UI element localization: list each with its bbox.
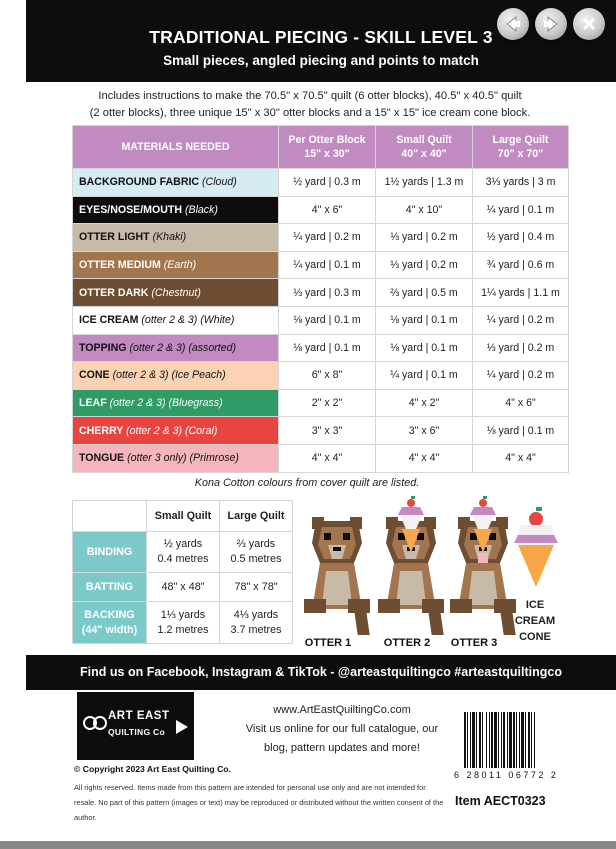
per-block-header <box>279 126 376 169</box>
website-link[interactable]: www.ArtEastQuiltingCo.com <box>273 704 411 716</box>
material-label <box>73 196 279 224</box>
material-per-block-cell: ⅛ yard | 0.1 m <box>279 306 376 334</box>
finishing-large-cell <box>220 532 293 573</box>
large-quilt-header <box>473 126 569 169</box>
otter-1-label: OTTER 1 <box>304 637 352 649</box>
kona-note: Kona Cotton colours from cover quilt are listed. <box>194 477 420 489</box>
finishing-label <box>73 602 147 644</box>
ice-cream-cone-label <box>507 597 563 645</box>
materials-row <box>73 169 569 197</box>
finishing-label <box>73 532 147 573</box>
page-title: TRADITIONAL PIECING - SKILL LEVEL 3 <box>149 27 493 47</box>
material-small-cell: 4" x 4" <box>376 444 473 472</box>
otter-2-image <box>378 496 444 635</box>
finishing-label-text: BACKING <box>84 608 135 621</box>
website-block <box>222 701 462 758</box>
intro-line-2: (2 otter blocks), three unique 15" x 30" otter blocks and a 15" x 15" ice cream cone block. <box>89 107 531 119</box>
materials-row <box>73 196 569 224</box>
material-per-block-cell: 4" x 6" <box>279 196 376 224</box>
material-small-cell: 1½ yards | 1.3 m <box>376 169 473 197</box>
item-code: Item AECT0323 <box>455 794 546 808</box>
large-quilt-size: 70" x 70" <box>497 148 544 160</box>
small-quilt-title: Small Quilt <box>396 134 452 146</box>
finishing-small-header: Small Quilt <box>147 501 220 532</box>
finishing-large-cell <box>220 573 293 602</box>
material-name: OTTER DARK <box>79 286 149 299</box>
ice-cream-label-line-3: CONE <box>519 631 551 643</box>
materials-row <box>73 279 569 307</box>
material-large-cell: ½ yard | 0.4 m <box>473 224 569 252</box>
website-line-2: Visit us online for our full catalogue, our <box>245 723 439 735</box>
website-line-3: blog, pattern updates and more! <box>264 742 420 754</box>
materials-row <box>73 444 569 472</box>
bottom-bar <box>0 841 616 849</box>
logo-line-1: ART EAST <box>108 710 170 722</box>
material-per-block-cell: 6" x 8" <box>279 362 376 390</box>
finishing-small-metric: 0.4 metres <box>157 553 209 565</box>
material-colour: (otter 3 only) (Primrose) <box>127 452 239 465</box>
previous-page-button[interactable] <box>497 8 529 40</box>
per-block-size: 15" x 30" <box>304 148 350 160</box>
material-large-cell: ⅓ yard | 0.2 m <box>473 334 569 362</box>
material-colour: (Black) <box>184 203 218 216</box>
finishing-large-metric: 0.5 metres <box>230 553 282 565</box>
material-colour: (Khaki) <box>152 231 187 244</box>
material-colour: (Cloud) <box>202 176 237 189</box>
materials-row <box>73 362 569 390</box>
material-per-block-cell: ½ yard | 0.3 m <box>279 169 376 197</box>
materials-row <box>73 251 569 279</box>
material-per-block-cell: 4" x 4" <box>279 444 376 472</box>
right-arrow-icon <box>535 8 567 40</box>
close-icon <box>573 8 605 40</box>
copyright-icon: © <box>74 764 81 774</box>
barcode-number: 6 28011 06772 2 <box>454 770 559 780</box>
logo-line-2: QUILTING Co <box>108 727 165 737</box>
material-name: CONE <box>79 369 110 382</box>
finishing-large-value: 4⅓ yards <box>233 608 279 621</box>
logo <box>77 692 194 760</box>
material-large-cell: ¾ yard | 0.6 m <box>473 251 569 279</box>
material-name: OTTER LIGHT <box>79 231 150 244</box>
close-button[interactable] <box>573 8 605 40</box>
finishing-small-metric: 1.2 metres <box>157 623 209 636</box>
copyright-text: Copyright 2023 Art East Quilting Co. <box>82 764 231 774</box>
left-arrow-icon <box>497 8 529 40</box>
otter-3-label: OTTER 3 <box>450 637 498 649</box>
material-name: EYES/NOSE/MOUTH <box>79 203 183 216</box>
otter-1-image <box>304 517 370 635</box>
material-colour: (Earth) <box>163 259 197 272</box>
finishing-label-text: BINDING <box>86 545 133 558</box>
material-name: ICE CREAM <box>79 314 139 327</box>
material-colour: (Chestnut) <box>151 286 201 299</box>
material-colour: (otter 2 & 3) (Coral) <box>126 424 218 437</box>
material-name: BACKGROUND FABRIC <box>79 176 200 189</box>
material-large-cell: ¼ yard | 0.2 m <box>473 306 569 334</box>
finishing-small-value: 48" x 48" <box>161 580 205 593</box>
large-quilt-title: Large Quilt <box>492 134 549 146</box>
material-label <box>73 251 279 279</box>
next-page-button[interactable] <box>535 8 567 40</box>
material-per-block-cell: 2" x 2" <box>279 389 376 417</box>
material-per-block-cell: ⅛ yard | 0.1 m <box>279 334 376 362</box>
material-colour: (otter 2 & 3) (Ice Peach) <box>112 369 226 382</box>
materials-row <box>73 334 569 362</box>
material-label <box>73 362 279 390</box>
finishing-header-row <box>73 501 293 532</box>
ice-cream-label-line-1: ICE <box>525 599 545 611</box>
material-small-cell: 3" x 6" <box>376 417 473 445</box>
copyright <box>74 764 231 774</box>
finishing-row <box>73 573 293 602</box>
material-per-block-cell: 3" x 3" <box>279 417 376 445</box>
material-small-cell: 4" x 10" <box>376 196 473 224</box>
material-name: OTTER MEDIUM <box>79 259 161 272</box>
material-label <box>73 334 279 362</box>
per-block-title: Per Otter Block <box>288 134 366 146</box>
material-per-block-cell: ¼ yard | 0.2 m <box>279 224 376 252</box>
material-large-cell: ⅛ yard | 0.1 m <box>473 417 569 445</box>
finishing-label-note: (44" width) <box>81 623 138 636</box>
finishing-large-metric: 3.7 metres <box>230 623 282 636</box>
finishing-large-value: 78" x 78" <box>234 580 278 593</box>
finishing-label-text: BATTING <box>85 580 134 593</box>
material-label <box>73 389 279 417</box>
material-per-block-cell: ¼ yard | 0.1 m <box>279 251 376 279</box>
material-small-cell: ⅛ yard | 0.1 m <box>376 334 473 362</box>
material-label <box>73 279 279 307</box>
material-label <box>73 444 279 472</box>
material-small-cell: ¼ yard | 0.1 m <box>376 362 473 390</box>
finishing-small-cell <box>147 602 220 644</box>
finishing-row <box>73 532 293 573</box>
ice-cream-cone-image <box>514 507 558 587</box>
material-large-cell: ¼ yard | 0.2 m <box>473 362 569 390</box>
materials-row <box>73 389 569 417</box>
material-small-cell: ⅛ yard | 0.1 m <box>376 306 473 334</box>
finishing-row <box>73 602 293 644</box>
material-large-cell: 3⅓ yards | 3 m <box>473 169 569 197</box>
otter-2-label: OTTER 2 <box>383 637 431 649</box>
intro-text <box>70 88 550 122</box>
material-label <box>73 224 279 252</box>
finishing-corner <box>73 501 147 532</box>
material-small-cell: 4" x 2" <box>376 389 473 417</box>
small-quilt-header <box>376 126 473 169</box>
material-name: CHERRY <box>79 424 124 437</box>
page-subtitle: Small pieces, angled piecing and points to match <box>163 53 479 68</box>
finishing-small-cell <box>147 532 220 573</box>
finishing-large-cell <box>220 602 293 644</box>
material-colour: (otter 2 & 3) (Bluegrass) <box>109 397 223 410</box>
material-small-cell: ⅓ yard | 0.2 m <box>376 251 473 279</box>
small-quilt-size: 40" x 40" <box>401 148 447 160</box>
materials-row <box>73 306 569 334</box>
materials-header-row <box>73 126 569 169</box>
materials-row <box>73 417 569 445</box>
material-colour: (otter 2 & 3) (assorted) <box>129 341 237 354</box>
material-large-cell: 1¼ yards | 1.1 m <box>473 279 569 307</box>
social-banner <box>26 655 616 690</box>
barcode <box>462 712 570 770</box>
finishing-large-value: ⅔ yards <box>236 538 276 550</box>
intro-line-1: Includes instructions to make the 70.5" x 70.5" quilt (6 otter blocks), 40.5" x 40.5" quilt <box>98 90 522 102</box>
material-large-cell: 4" x 4" <box>473 444 569 472</box>
material-label <box>73 306 279 334</box>
material-label <box>73 417 279 445</box>
materials-table <box>72 125 569 473</box>
finishing-label <box>73 573 147 602</box>
finishing-small-cell <box>147 573 220 602</box>
logo-arrow-icon <box>174 718 190 736</box>
material-large-cell: 4" x 6" <box>473 389 569 417</box>
material-name: TONGUE <box>79 452 125 465</box>
material-name: LEAF <box>79 397 107 410</box>
social-text: Find us on Facebook, Instagram & TikTok - @arteastquiltingco #arteastquiltingco <box>80 665 562 679</box>
finishing-large-header: Large Quilt <box>220 501 293 532</box>
material-small-cell: ⅔ yard | 0.5 m <box>376 279 473 307</box>
logo-rings-icon <box>81 710 109 736</box>
rights-text: All rights reserved. Items made from this pattern are intended for personal use only and are not intended for resale. No part of this pattern (images or text) may be reproduced or distributed without the written consent of the author. <box>74 783 444 822</box>
material-colour: (otter 2 & 3) (White) <box>141 314 235 327</box>
finishing-small-value: 1⅓ yards <box>160 608 206 621</box>
material-per-block-cell: ⅓ yard | 0.3 m <box>279 279 376 307</box>
ice-cream-label-line-2: CREAM <box>514 615 556 627</box>
finishing-small-value: ½ yards <box>163 538 203 550</box>
materials-row <box>73 224 569 252</box>
materials-header-label: MATERIALS NEEDED <box>73 126 279 169</box>
finishing-table <box>72 500 293 644</box>
material-small-cell: ⅓ yard | 0.2 m <box>376 224 473 252</box>
material-large-cell: ¼ yard | 0.1 m <box>473 196 569 224</box>
material-name: TOPPING <box>79 341 127 354</box>
material-label <box>73 169 279 197</box>
